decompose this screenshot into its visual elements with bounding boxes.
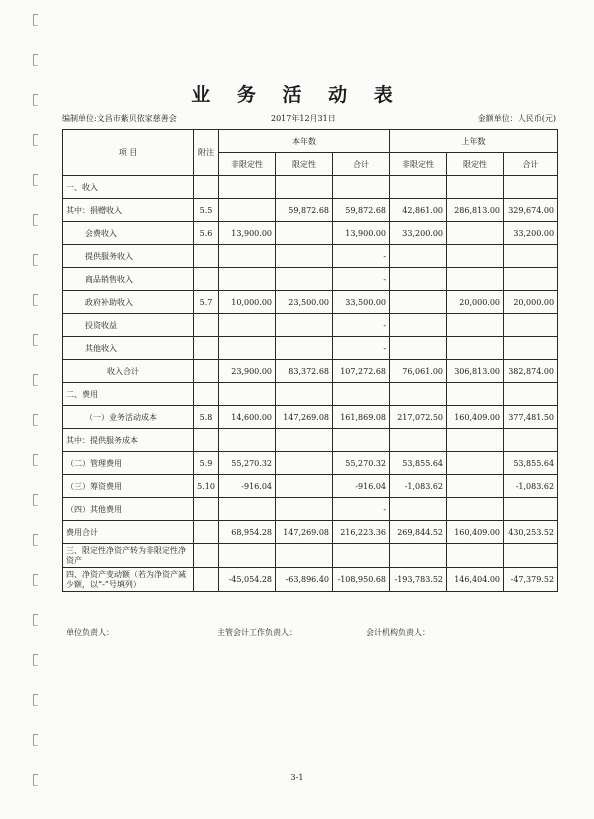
cell-previous-restricted: 146,404.00 bbox=[447, 568, 504, 592]
row-note bbox=[194, 383, 219, 406]
cell-current-total: - bbox=[333, 498, 390, 521]
binding-hole bbox=[33, 694, 38, 706]
row-label: 三、限定性净资产转为非限定性净资产 bbox=[63, 544, 194, 568]
row-label: 商品销售收入 bbox=[63, 268, 194, 291]
row-note: 5.6 bbox=[194, 222, 219, 245]
cell-current-unrestricted: 55,270.32 bbox=[219, 452, 276, 475]
cell-previous-restricted bbox=[447, 245, 504, 268]
binding-hole bbox=[33, 454, 38, 466]
cell-current-total: - bbox=[333, 268, 390, 291]
cell-current-unrestricted bbox=[219, 245, 276, 268]
binding-hole bbox=[33, 614, 38, 626]
cell-previous-unrestricted: -193,783.52 bbox=[390, 568, 447, 592]
binding-hole bbox=[33, 134, 38, 146]
header-previous-year: 上年数 bbox=[390, 130, 558, 153]
cell-current-restricted: -63,896.40 bbox=[276, 568, 333, 592]
cell-current-restricted bbox=[276, 452, 333, 475]
cell-previous-total: 53,855.64 bbox=[504, 452, 558, 475]
cell-previous-restricted: 286,813.00 bbox=[447, 199, 504, 222]
table-row bbox=[63, 383, 558, 406]
table-row bbox=[63, 360, 558, 383]
binding-hole bbox=[33, 334, 38, 346]
report-title: 业 务 活 动 表 bbox=[191, 84, 403, 106]
row-label: 二、费用 bbox=[63, 383, 194, 406]
cell-current-restricted bbox=[276, 314, 333, 337]
cell-previous-total: 20,000.00 bbox=[504, 291, 558, 314]
row-label: 其他收入 bbox=[63, 337, 194, 360]
row-note: 5.8 bbox=[194, 406, 219, 429]
cell-current-restricted: 23,500.00 bbox=[276, 291, 333, 314]
cell-current-total: 55,270.32 bbox=[333, 452, 390, 475]
binding-hole bbox=[33, 14, 38, 26]
binding-hole bbox=[33, 214, 38, 226]
row-label: （一）业务活动成本 bbox=[63, 406, 194, 429]
cell-current-unrestricted bbox=[219, 337, 276, 360]
row-note bbox=[194, 568, 219, 592]
table-row bbox=[63, 268, 558, 291]
cell-current-restricted bbox=[276, 222, 333, 245]
cell-current-total: -916.04 bbox=[333, 475, 390, 498]
table-row bbox=[63, 475, 558, 498]
cell-current-unrestricted: 68,954.28 bbox=[219, 521, 276, 544]
cell-current-total: 216,223.36 bbox=[333, 521, 390, 544]
header-current-total: 合计 bbox=[333, 153, 390, 176]
header-note: 附注 bbox=[194, 130, 219, 176]
cell-previous-unrestricted bbox=[390, 314, 447, 337]
binding-hole bbox=[33, 254, 38, 266]
table-row bbox=[63, 314, 558, 337]
cell-previous-restricted bbox=[447, 268, 504, 291]
cell-previous-restricted bbox=[447, 176, 504, 199]
activity-statement-table bbox=[62, 129, 558, 592]
cell-previous-restricted: 20,000.00 bbox=[447, 291, 504, 314]
cell-previous-unrestricted bbox=[390, 176, 447, 199]
cell-previous-restricted bbox=[447, 314, 504, 337]
cell-current-total: 13,900.00 bbox=[333, 222, 390, 245]
cell-previous-unrestricted bbox=[390, 291, 447, 314]
header-current-year: 本年数 bbox=[219, 130, 390, 153]
row-note bbox=[194, 314, 219, 337]
cell-current-restricted bbox=[276, 176, 333, 199]
row-label: （四）其他费用 bbox=[63, 498, 194, 521]
cell-current-unrestricted: -916.04 bbox=[219, 475, 276, 498]
cell-current-unrestricted bbox=[219, 176, 276, 199]
row-label: 其中：捐赠收入 bbox=[63, 199, 194, 222]
row-label: 其中：提供服务成本 bbox=[63, 429, 194, 452]
cell-previous-total bbox=[504, 314, 558, 337]
cell-previous-restricted: 306,813.00 bbox=[447, 360, 504, 383]
cell-current-unrestricted: -45,054.28 bbox=[219, 568, 276, 592]
header-previous-total: 合计 bbox=[504, 153, 558, 176]
unit-head-signature: 单位负责人： bbox=[66, 628, 114, 637]
row-label: （二）管理费用 bbox=[63, 452, 194, 475]
row-note: 5.9 bbox=[194, 452, 219, 475]
table-row bbox=[63, 199, 558, 222]
row-note bbox=[194, 268, 219, 291]
cell-previous-total: -1,083.62 bbox=[504, 475, 558, 498]
cell-previous-total: 329,674.00 bbox=[504, 199, 558, 222]
row-note bbox=[194, 245, 219, 268]
cell-previous-total bbox=[504, 429, 558, 452]
cell-previous-unrestricted bbox=[390, 383, 447, 406]
cell-current-total: 33,500.00 bbox=[333, 291, 390, 314]
cell-previous-unrestricted: 33,200.00 bbox=[390, 222, 447, 245]
row-note bbox=[194, 360, 219, 383]
cell-previous-unrestricted: 42,861.00 bbox=[390, 199, 447, 222]
row-label: 收入合计 bbox=[63, 360, 194, 383]
cell-current-restricted bbox=[276, 268, 333, 291]
cell-previous-unrestricted: -1,083.62 bbox=[390, 475, 447, 498]
cell-current-total: -108,950.68 bbox=[333, 568, 390, 592]
cell-previous-restricted: 160,409.00 bbox=[447, 406, 504, 429]
row-note bbox=[194, 337, 219, 360]
row-label: 四、净资产变动额（若为净资产减少额，以“-”号填列） bbox=[63, 568, 194, 592]
cell-previous-unrestricted: 217,072.50 bbox=[390, 406, 447, 429]
row-note bbox=[194, 176, 219, 199]
cell-previous-restricted bbox=[447, 383, 504, 406]
cell-previous-unrestricted: 53,855.64 bbox=[390, 452, 447, 475]
accounting-head-signature: 主管会计工作负责人： bbox=[217, 628, 297, 637]
cell-current-restricted: 83,372.68 bbox=[276, 360, 333, 383]
cell-previous-total bbox=[504, 176, 558, 199]
cell-previous-unrestricted bbox=[390, 268, 447, 291]
header-current-restricted: 限定性 bbox=[276, 153, 333, 176]
cell-current-total: 161,869.08 bbox=[333, 406, 390, 429]
binding-hole bbox=[33, 534, 38, 546]
cell-current-restricted bbox=[276, 475, 333, 498]
cell-previous-total: 33,200.00 bbox=[504, 222, 558, 245]
cell-previous-total bbox=[504, 268, 558, 291]
cell-current-unrestricted bbox=[219, 498, 276, 521]
cell-previous-unrestricted bbox=[390, 429, 447, 452]
cell-current-unrestricted: 14,600.00 bbox=[219, 406, 276, 429]
row-label: 一、收入 bbox=[63, 176, 194, 199]
cell-previous-unrestricted bbox=[390, 337, 447, 360]
cell-previous-restricted bbox=[447, 498, 504, 521]
cell-previous-restricted bbox=[447, 475, 504, 498]
cell-current-unrestricted: 23,900.00 bbox=[219, 360, 276, 383]
binding-hole bbox=[33, 734, 38, 746]
cell-current-restricted bbox=[276, 544, 333, 568]
table-row bbox=[63, 406, 558, 429]
cell-current-restricted: 59,872.68 bbox=[276, 199, 333, 222]
header-item: 项 目 bbox=[63, 130, 194, 176]
header-current-unrestricted: 非限定性 bbox=[219, 153, 276, 176]
cell-previous-total: 382,874.00 bbox=[504, 360, 558, 383]
cell-current-total: - bbox=[333, 337, 390, 360]
header-previous-restricted: 限定性 bbox=[447, 153, 504, 176]
cell-current-total bbox=[333, 544, 390, 568]
cell-previous-unrestricted: 76,061.00 bbox=[390, 360, 447, 383]
row-note bbox=[194, 429, 219, 452]
cell-current-total: - bbox=[333, 245, 390, 268]
table-row bbox=[63, 452, 558, 475]
cell-previous-unrestricted: 269,844.52 bbox=[390, 521, 447, 544]
row-note bbox=[194, 498, 219, 521]
table-row bbox=[63, 245, 558, 268]
preparing-unit: 编制单位:文昌市紫贝依家慈善会 bbox=[62, 114, 177, 123]
binding-hole bbox=[33, 374, 38, 386]
header-previous-unrestricted: 非限定性 bbox=[390, 153, 447, 176]
cell-current-restricted bbox=[276, 383, 333, 406]
cell-current-unrestricted bbox=[219, 544, 276, 568]
cell-previous-total: -47,379.52 bbox=[504, 568, 558, 592]
cell-current-unrestricted bbox=[219, 429, 276, 452]
cell-current-unrestricted: 13,900.00 bbox=[219, 222, 276, 245]
binding-hole bbox=[33, 574, 38, 586]
accounting-office-head-signature: 会计机构负责人： bbox=[366, 628, 430, 637]
binding-hole bbox=[33, 654, 38, 666]
cell-current-restricted: 147,269.08 bbox=[276, 406, 333, 429]
table-row bbox=[63, 429, 558, 452]
cell-previous-restricted bbox=[447, 429, 504, 452]
cell-current-total bbox=[333, 176, 390, 199]
cell-previous-total bbox=[504, 245, 558, 268]
cell-previous-total bbox=[504, 337, 558, 360]
cell-current-unrestricted bbox=[219, 383, 276, 406]
cell-previous-restricted: 160,409.00 bbox=[447, 521, 504, 544]
cell-previous-unrestricted bbox=[390, 245, 447, 268]
cell-current-unrestricted bbox=[219, 268, 276, 291]
report-date: 2017年12月31日 bbox=[271, 114, 336, 123]
row-note bbox=[194, 544, 219, 568]
cell-previous-restricted bbox=[447, 337, 504, 360]
table-row bbox=[63, 544, 558, 568]
binding-hole bbox=[33, 174, 38, 186]
cell-previous-unrestricted bbox=[390, 544, 447, 568]
table-row bbox=[63, 337, 558, 360]
table-row bbox=[63, 498, 558, 521]
cell-previous-total: 430,253.52 bbox=[504, 521, 558, 544]
cell-current-restricted bbox=[276, 429, 333, 452]
binding-hole bbox=[33, 294, 38, 306]
table-row bbox=[63, 291, 558, 314]
cell-current-restricted: 147,269.08 bbox=[276, 521, 333, 544]
currency-unit: 金额单位：人民币(元) bbox=[477, 114, 556, 123]
row-label: 提供服务收入 bbox=[63, 245, 194, 268]
cell-previous-total bbox=[504, 383, 558, 406]
binding-hole bbox=[33, 54, 38, 66]
cell-current-restricted bbox=[276, 498, 333, 521]
row-note: 5.7 bbox=[194, 291, 219, 314]
cell-previous-total bbox=[504, 498, 558, 521]
cell-previous-restricted bbox=[447, 222, 504, 245]
row-label: 政府补助收入 bbox=[63, 291, 194, 314]
cell-previous-total bbox=[504, 544, 558, 568]
cell-current-unrestricted: 10,000.00 bbox=[219, 291, 276, 314]
cell-current-total: 59,872.68 bbox=[333, 199, 390, 222]
cell-current-total bbox=[333, 383, 390, 406]
header-row-1 bbox=[63, 130, 558, 153]
cell-current-restricted bbox=[276, 245, 333, 268]
row-label: 费用合计 bbox=[63, 521, 194, 544]
row-label: 投资收益 bbox=[63, 314, 194, 337]
cell-current-total: - bbox=[333, 314, 390, 337]
table-row bbox=[63, 521, 558, 544]
cell-current-total: 107,272.68 bbox=[333, 360, 390, 383]
table-row bbox=[63, 568, 558, 592]
page-number: 3-1 bbox=[290, 773, 304, 782]
row-label: 会费收入 bbox=[63, 222, 194, 245]
table-row bbox=[63, 176, 558, 199]
cell-current-unrestricted bbox=[219, 199, 276, 222]
cell-previous-total: 377,481.50 bbox=[504, 406, 558, 429]
cell-previous-unrestricted bbox=[390, 498, 447, 521]
binding-hole bbox=[33, 414, 38, 426]
cell-previous-restricted bbox=[447, 452, 504, 475]
row-label: （三）筹资费用 bbox=[63, 475, 194, 498]
binding-holes bbox=[33, 0, 41, 819]
cell-current-total bbox=[333, 429, 390, 452]
row-note bbox=[194, 521, 219, 544]
row-note: 5.5 bbox=[194, 199, 219, 222]
table-row bbox=[63, 222, 558, 245]
cell-previous-restricted bbox=[447, 544, 504, 568]
cell-current-unrestricted bbox=[219, 314, 276, 337]
binding-hole bbox=[33, 494, 38, 506]
row-note: 5.10 bbox=[194, 475, 219, 498]
cell-current-restricted bbox=[276, 337, 333, 360]
